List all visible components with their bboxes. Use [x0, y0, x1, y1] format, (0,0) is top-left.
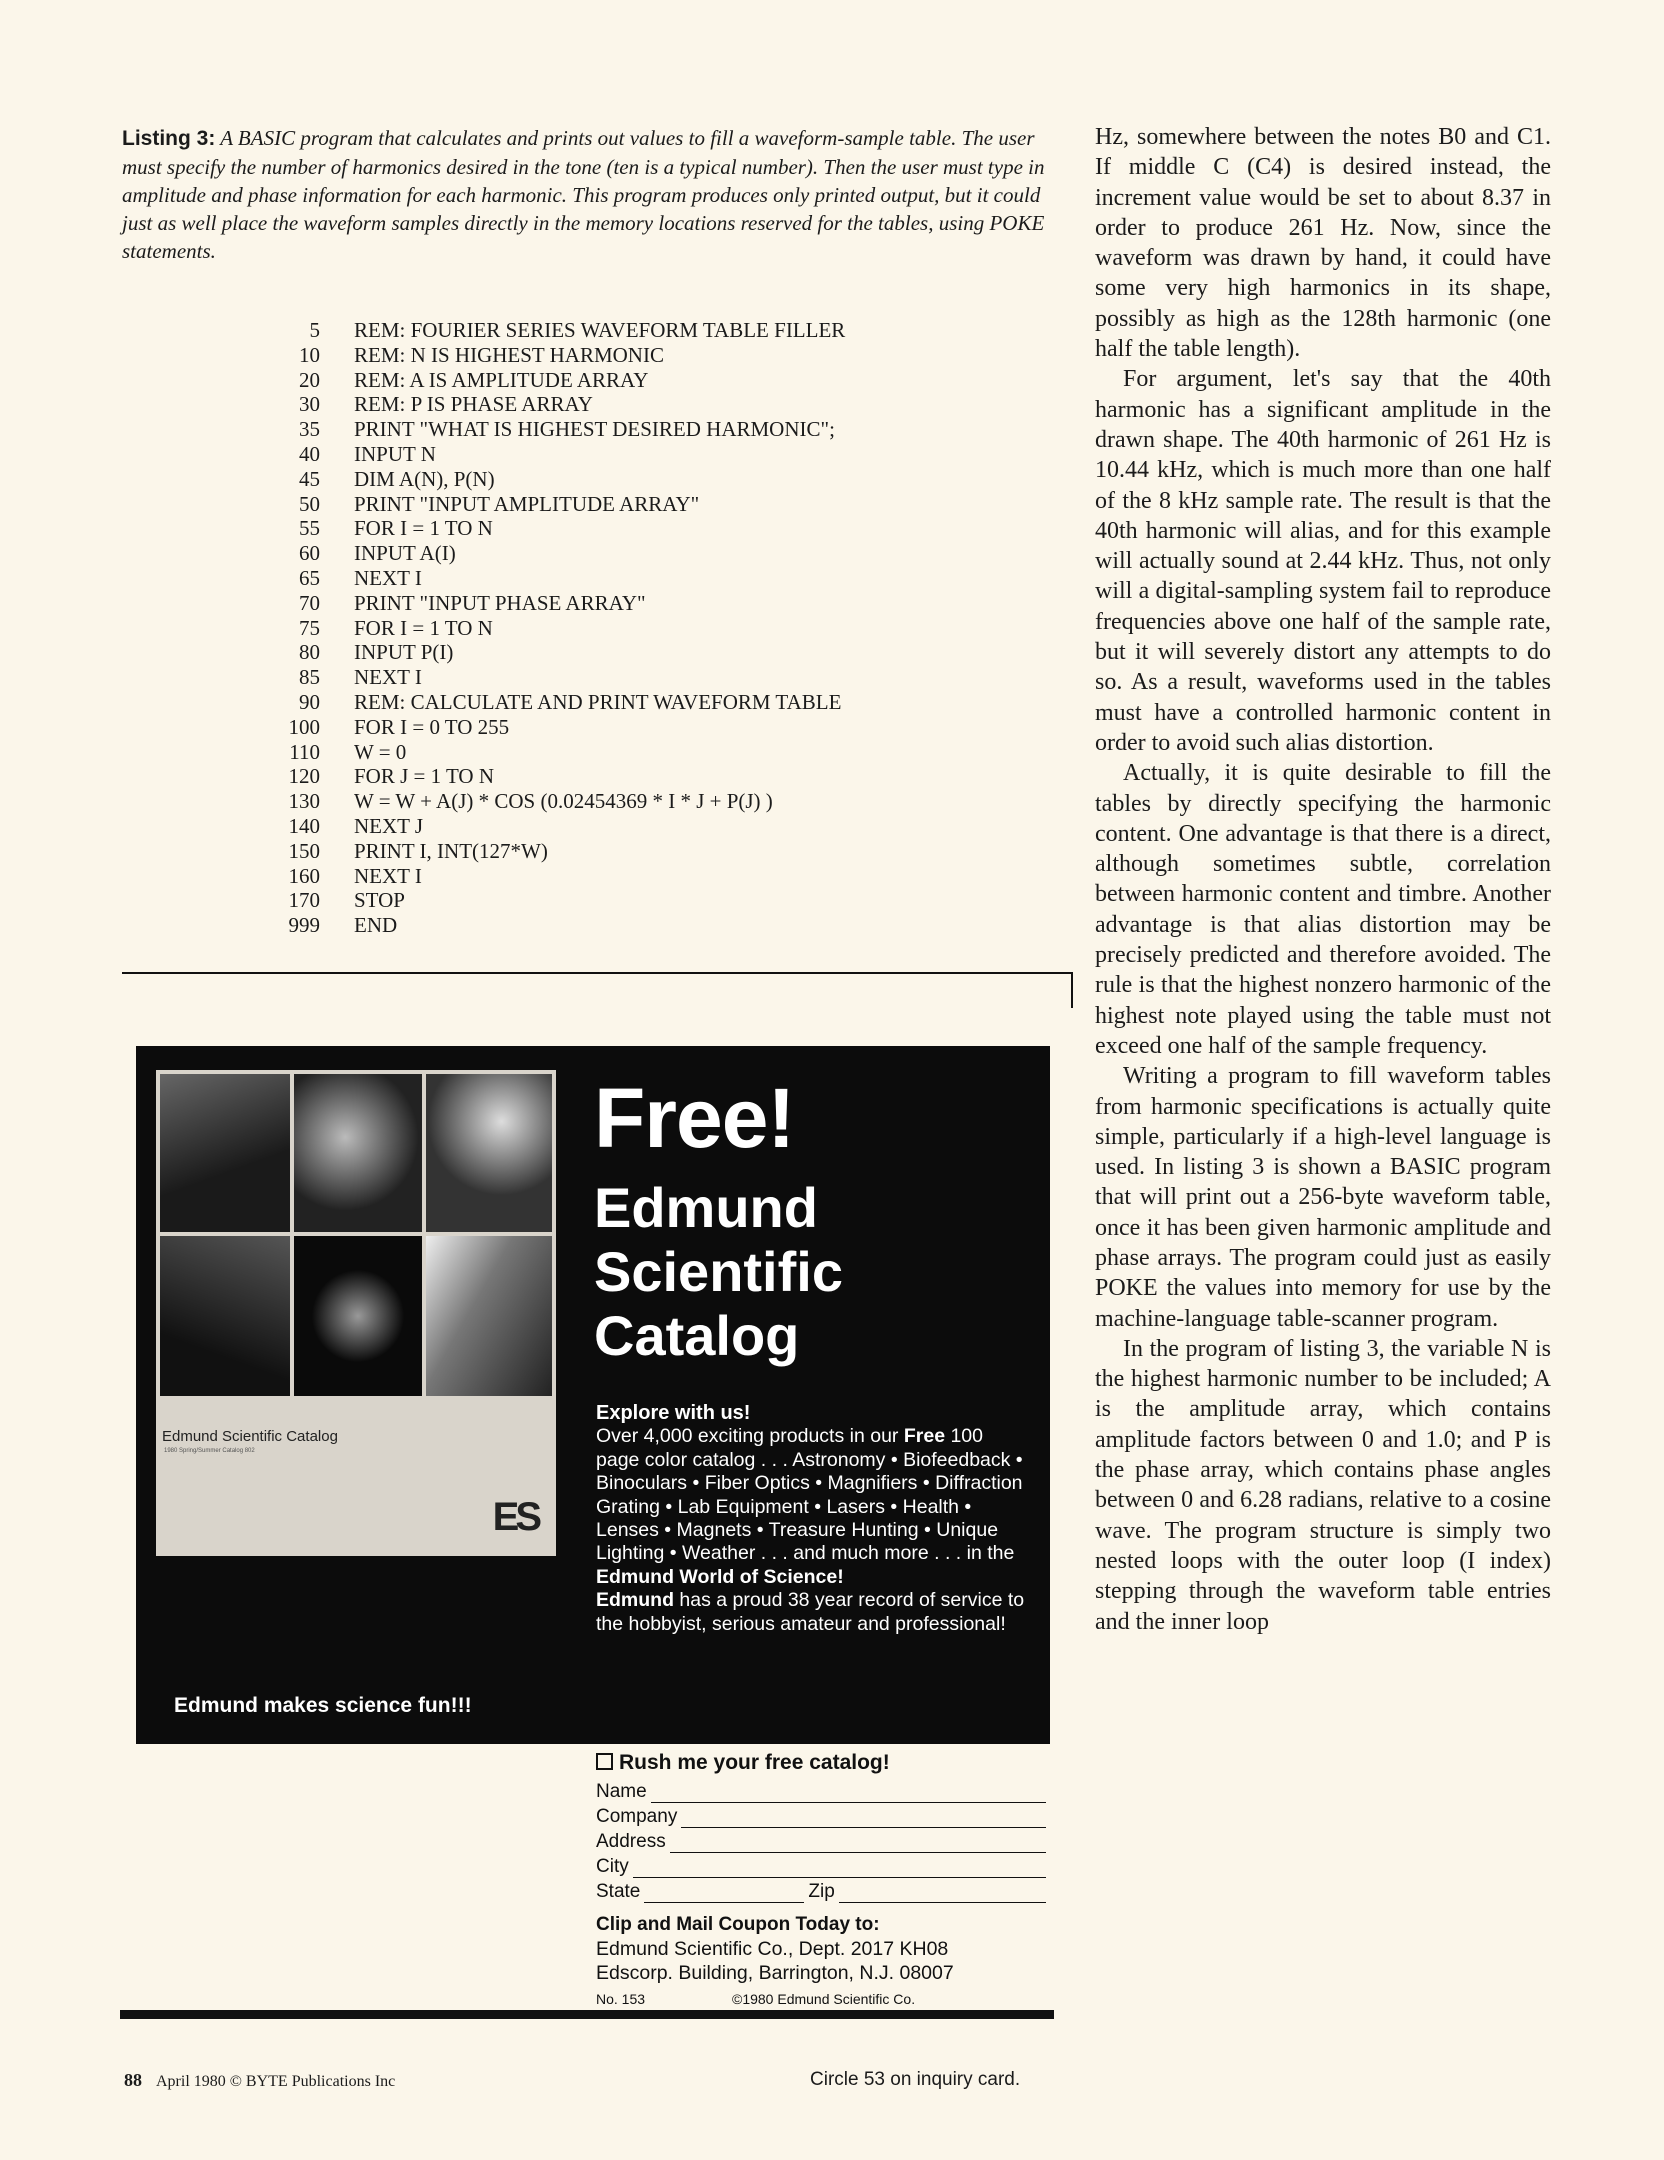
code-statement: REM: CALCULATE AND PRINT WAVEFORM TABLE: [354, 689, 842, 714]
ad-body-text: 100 page color catalog . . . Astronomy • Biofeedback • Binoculars • Fiber Optics • Magnifiers • Diffraction Grating • Lab Equipment • Lasers • Health • Lenses • Magnets • Treasure Hunting • Unique Lighting • Weather . . . and much more . . . in the: [596, 1425, 1023, 1565]
ad-free-headline: Free!: [594, 1071, 795, 1165]
order-coupon: [596, 1748, 1046, 2007]
code-line: [280, 913, 940, 938]
code-line: [280, 616, 940, 641]
code-line: [280, 318, 940, 343]
code-statement: NEXT J: [354, 813, 424, 838]
code-statement: NEXT I: [354, 863, 422, 888]
code-line-number: 45: [299, 466, 320, 491]
code-line-number: 120: [288, 764, 320, 789]
listing-caption: [122, 124, 1066, 265]
coupon-company-field: [596, 1803, 1046, 1828]
ad-side-rule: [1071, 972, 1073, 1008]
field-label: Zip: [808, 1881, 835, 1902]
article-column: [1095, 122, 1551, 1637]
code-line-number: 50: [299, 491, 320, 516]
code-statement: PRINT "INPUT PHASE ARRAY": [354, 590, 646, 615]
code-statement: NEXT I: [354, 565, 422, 590]
coupon-clip-text: Clip and Mail Coupon Today to:: [596, 1914, 880, 1935]
coupon-footer: [596, 1991, 1046, 2007]
inquiry-note: Circle 53 on inquiry card.: [810, 2069, 1021, 2090]
ad-body-copy: [596, 1402, 1026, 1636]
code-line: [280, 566, 940, 591]
code-statement: PRINT "INPUT AMPLITUDE ARRAY": [354, 491, 700, 516]
code-line: [280, 591, 940, 616]
article-paragraph: Writing a program to fill waveform tables from harmonic specifications is actually quite simple, particularly if a high-level language is used. In listing 3 is shown a BASIC program that will print out a 256-byte waveform table, once it has been given harmonic amplitude and phase arrays. The program could just as easily POKE the values into memory for use by the machine-language table-scanner program.: [1095, 1063, 1551, 1332]
code-line-number: 70: [299, 590, 320, 615]
code-statement: W = W + A(J) * COS (0.02454369 * I * J + P(J) ): [354, 789, 773, 814]
catalog-cover-subtitle: 1980 Spring/Summer Catalog 802: [164, 1448, 255, 1454]
catalog-photo: [426, 1236, 552, 1396]
code-line-number: 130: [288, 789, 320, 814]
code-statement: FOR I = 1 TO N: [354, 516, 493, 541]
ad-headline-line: Catalog: [594, 1304, 800, 1367]
code-line: [280, 814, 940, 839]
article-paragraph: In the program of listing 3, the variable N is the highest harmonic number to be included; A is the amplitude array, which contains amplitude factors between 0 and 1.0; and P is the phase array, which contains phase angles between 0 and 6.28 radians, relative to a cosine wave. The program structure is simply two nested loops with the outer loop (I index) stepping through the waveform table entries and the inner loop: [1095, 1335, 1551, 1635]
catalog-photo: [294, 1236, 422, 1396]
field-label: City: [596, 1856, 629, 1877]
code-line-number: 80: [299, 640, 320, 665]
field-label: State: [596, 1881, 641, 1902]
code-line: [280, 789, 940, 814]
code-line-number: 999: [288, 913, 320, 938]
code-line-number: 35: [299, 417, 320, 442]
code-line-number: 170: [288, 888, 320, 913]
ad-headline-line: Scientific: [594, 1240, 843, 1303]
code-line-number: 110: [289, 739, 320, 764]
coupon-city-field: [596, 1853, 1046, 1878]
coupon-state-zip-field: [596, 1878, 1046, 1903]
coupon-heading-text: Rush me your free catalog!: [619, 1751, 890, 1774]
code-line: [280, 392, 940, 417]
code-line: [280, 541, 940, 566]
ad-catalog-headline: [594, 1176, 843, 1368]
coupon-name-field: [596, 1778, 1046, 1803]
ad-body-edmund: Edmund: [596, 1589, 674, 1612]
code-line: [280, 417, 940, 442]
code-line-number: 20: [299, 367, 320, 392]
code-statement: FOR J = 1 TO N: [354, 764, 495, 789]
code-line: [280, 492, 940, 517]
ad-body-world: Edmund World of Science!: [596, 1565, 844, 1588]
listing-label: Listing 3:: [122, 127, 216, 150]
ad-top-rule: [122, 972, 1072, 974]
code-statement: REM: FOURIER SERIES WAVEFORM TABLE FILLER: [354, 318, 846, 342]
coupon-copyright: ©1980 Edmund Scientific Co.: [732, 1991, 916, 2007]
catalog-cover-title: Edmund Scientific Catalog: [162, 1428, 338, 1445]
ad-bottom-rule: [120, 2010, 1054, 2019]
issue-line: April 1980 © BYTE Publications Inc: [156, 2073, 396, 2090]
code-line: [280, 640, 940, 665]
code-statement: FOR I = 0 TO 255: [354, 714, 510, 739]
code-line-number: 75: [299, 615, 320, 640]
field-line: [633, 1861, 1046, 1878]
field-label: Name: [596, 1781, 647, 1802]
code-line: [280, 467, 940, 492]
code-statement: END: [354, 913, 398, 938]
ad-body-text: Over 4,000 exciting products in our: [596, 1425, 904, 1448]
code-line-number: 40: [299, 441, 320, 466]
code-line-number: 85: [299, 665, 320, 690]
catalog-photo: [294, 1074, 422, 1232]
es-logo: ES: [492, 1495, 538, 1539]
field-line: [644, 1886, 804, 1903]
field-line: [670, 1836, 1046, 1853]
code-line-number: 55: [299, 516, 320, 541]
article-paragraph: Hz, somewhere between the notes B0 and C1. If middle C (C4) is desired instead, the increment value would be set to about 8.37 in order to produce 261 Hz. Now, since the waveform was drawn by hand, it could have some very high harmonics in its shape, possibly as high as the 128th harmonic (one half the table length).: [1095, 124, 1551, 363]
code-statement: INPUT A(I): [354, 541, 456, 566]
code-line: [280, 665, 940, 690]
field-line: [839, 1886, 1046, 1903]
code-line: [280, 368, 940, 393]
field-line: [651, 1786, 1046, 1803]
code-statement: PRINT "WHAT IS HIGHEST DESIRED HARMONIC";: [354, 417, 835, 442]
code-statement: W = 0: [354, 739, 407, 764]
code-statement: PRINT I, INT(127*W): [354, 838, 548, 863]
code-line: [280, 442, 940, 467]
ad-explore: Explore with us!: [596, 1402, 751, 1424]
code-line: [280, 864, 940, 889]
field-label: Address: [596, 1831, 666, 1852]
code-statement: STOP: [354, 888, 405, 913]
code-statement: FOR I = 1 TO N: [354, 615, 493, 640]
code-statement: REM: P IS PHASE ARRAY: [354, 392, 593, 417]
code-line: [280, 690, 940, 715]
code-line-number: 90: [299, 689, 320, 714]
code-line: [280, 715, 940, 740]
catalog-photo: [426, 1074, 552, 1232]
code-line-number: 10: [299, 342, 320, 367]
article-paragraph: For argument, let's say that the 40th harmonic has a significant amplitude in the drawn shape. The 40th harmonic of 261 Hz is 10.44 kHz, which is much more than one half of the 8 kHz sample rate. The result is that the 40th harmonic will alias, and for this example will actually sound at 2.44 kHz. Thus, not only will a digital-sampling system fail to reproduce frequencies above one half of the sample rate, but it will severely distort any attempts to do so. As a result, waveforms used in the tables must have a controlled harmonic content in order to avoid such alias distortion.: [1095, 366, 1551, 756]
coupon-address-line: Edscorp. Building, Barrington, N.J. 08007: [596, 1962, 954, 1984]
code-statement: INPUT P(I): [354, 640, 454, 665]
code-line-number: 150: [288, 838, 320, 863]
field-line: [681, 1811, 1046, 1828]
code-line: [280, 764, 940, 789]
code-line-number: 140: [288, 813, 320, 838]
field-label: Company: [596, 1806, 678, 1827]
code-line-number: 65: [299, 565, 320, 590]
catalog-photo: [160, 1074, 290, 1232]
code-line: [280, 740, 940, 765]
article-paragraph: Actually, it is quite desirable to fill the tables by directly specifying the harmonic content. One advantage is that there is a direct, although sometimes subtle, correlation between harmonic content and timbre. Another advantage is that alias distortion may be precisely predicted and therefore avoided. The rule is that the highest nonzero harmonic of the highest note played using the table must not exceed one half of the sample frequency.: [1095, 760, 1551, 1059]
code-line-number: 30: [299, 392, 320, 417]
catalog-photo: [160, 1236, 290, 1396]
code-statement: REM: A IS AMPLITUDE ARRAY: [354, 367, 649, 392]
code-statement: REM: N IS HIGHEST HARMONIC: [354, 342, 664, 367]
coupon-address-field: [596, 1828, 1046, 1853]
code-line: [280, 888, 940, 913]
ad-headline-line: Edmund: [594, 1176, 818, 1239]
catalog-cover: [156, 1070, 556, 1556]
code-line: [280, 839, 940, 864]
code-line-number: 160: [288, 863, 320, 888]
coupon-heading: [596, 1748, 1046, 1778]
edmund-advertisement: [136, 1046, 1050, 1744]
code-statement: INPUT N: [354, 441, 436, 466]
code-line-number: 100: [288, 714, 320, 739]
page-number: 88: [124, 2070, 142, 2090]
checkbox-icon: [596, 1753, 613, 1770]
basic-code-listing: [280, 318, 940, 938]
page-footer: [124, 2070, 395, 2091]
coupon-number: No. 153: [596, 1991, 646, 2007]
coupon-address-line: Edmund Scientific Co., Dept. 2017 KH08: [596, 1938, 949, 1960]
code-line-number: 5: [309, 318, 320, 342]
listing-caption-text: A BASIC program that calculates and prints out values to fill a waveform-sample table. The user must specify the number of harmonics desired in the tone (ten is a typical number). Then the user must type in amplitude and phase information for each harmonic. This program produces only printed output, but it could just as well place the waveform samples directly in the memory locations reserved for the tables, using POKE statements.: [122, 126, 1045, 263]
ad-body-text: has a proud 38 year record of service to the hobbyist, serious amateur and professional!: [596, 1589, 1025, 1635]
code-statement: NEXT I: [354, 665, 422, 690]
code-line: [280, 343, 940, 368]
code-line: [280, 516, 940, 541]
code-line-number: 60: [299, 541, 320, 566]
code-statement: DIM A(N), P(N): [354, 466, 495, 491]
ad-body-free: Free: [903, 1425, 946, 1448]
ad-tagline: Edmund makes science fun!!!: [174, 1694, 472, 1717]
